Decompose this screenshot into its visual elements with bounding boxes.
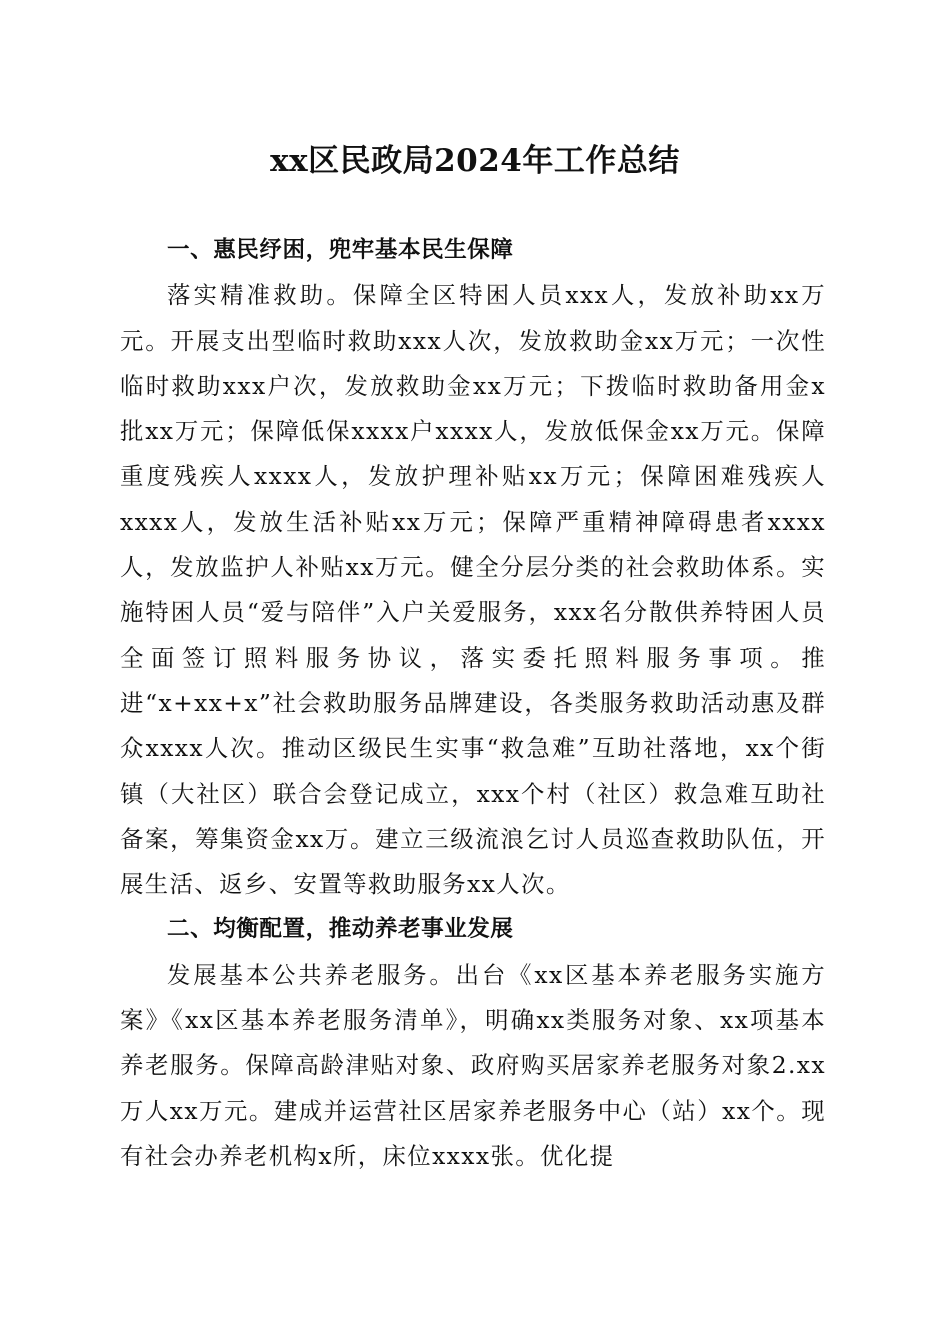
section-heading-1: 一、惠民纾困，兜牢基本民生保障 bbox=[167, 237, 514, 263]
document-body bbox=[120, 228, 826, 1179]
document-title: xx区民政局2024年工作总结 bbox=[270, 143, 680, 179]
section-heading-2: 二、均衡配置，推动养老事业发展 bbox=[167, 916, 514, 943]
section-paragraph-1: 落实精准救助。保障全区特困人员xxx人，发放补助xx万元。开展支出型临时救助xxx人次，发放救助金xx万元；一次性临时救助xxx户次，发放救助金xx万元；下拨临时救助备用金x批xx万元；保障低保xxxx户xxxx人，发放低保金xx万元。保障重度残疾人xxxx人，发放护理补贴xx万元；保障困难残疾人xxxx人，发放生活补贴xx万元；保障严重精神障碍患者xxxx人，发放监护人补贴xx万元。健全分层分类的社会救助体系。实施特困人员“爱与陪伴”入户关爱服务，xxx名分散供养特困人员全面签订照料服务协议，落实委托照料服务事项。推进“x+xx+x”社会救助服务品牌建设，各类服务救助活动惠及群众xxxx人次。推动区级民生实事“救急难”互助社落地，xx个街镇（大社区）联合会登记成立，xxx个村（社区）救急难互助社备案，筹集资金xx万。建立三级流浪乞讨人员巡查救助队伍，开展生活、返乡、安置等救助服务xx人次。 bbox=[120, 281, 826, 899]
section-paragraph-2: 发展基本公共养老服务。出台《xx区基本养老服务实施方案》《xx区基本养老服务清单》，明确xx类服务对象、xx项基本养老服务。保障高龄津贴对象、政府购买居家养老服务对象2.xx万人xx万元。建成并运营社区居家养老服务中心（站）xx个。现有社会办养老机构x所，床位xxxx张。优化提 bbox=[120, 960, 826, 1170]
